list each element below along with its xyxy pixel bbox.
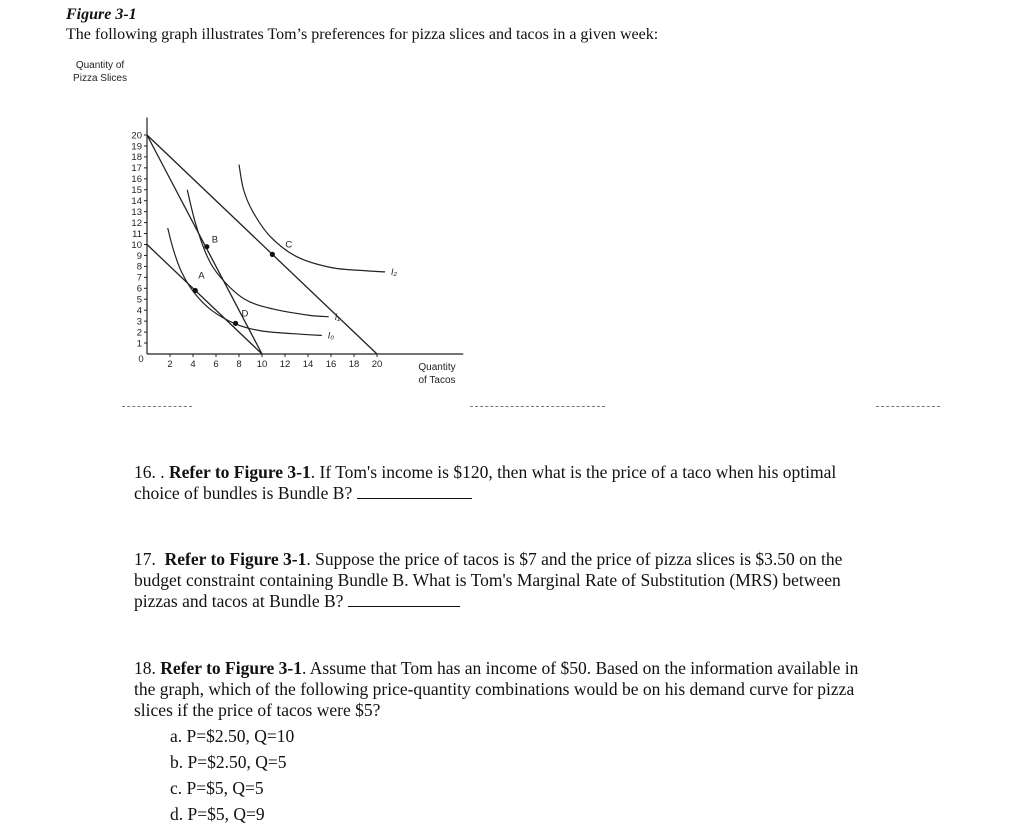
y-tick-label: 9 bbox=[136, 250, 142, 262]
bundle-point-label: C bbox=[285, 239, 293, 251]
budget-line bbox=[147, 135, 377, 354]
figure-reference: Refer to Figure 3-1 bbox=[169, 462, 311, 482]
y-tick-label: 7 bbox=[136, 272, 142, 284]
y-tick-label: 11 bbox=[132, 228, 142, 240]
y-tick-label: 17 bbox=[131, 163, 142, 175]
question-text: choice of bundles is Bundle B? bbox=[134, 483, 353, 503]
question-17 bbox=[134, 549, 934, 612]
y-axis-label: Quantity of bbox=[75, 60, 125, 71]
y-tick-label: 4 bbox=[136, 305, 142, 317]
y-tick-label: 13 bbox=[131, 206, 142, 218]
y-tick-label: 12 bbox=[131, 217, 142, 229]
y-axis-label: Pizza Slices bbox=[73, 73, 127, 84]
bundle-point-label: B bbox=[211, 234, 219, 246]
y-tick-label: 3 bbox=[136, 316, 142, 328]
bundle-point-label: A bbox=[198, 270, 205, 282]
question-number: 16. . bbox=[134, 462, 165, 482]
question-text: . Suppose the price of tacos is $7 and the price of pizza slices is $3.50 on the bbox=[306, 549, 843, 569]
indifference-curve-label: I₀ bbox=[327, 330, 335, 341]
question-number: 18. bbox=[134, 658, 156, 678]
bundle-point bbox=[270, 252, 275, 257]
budget-line bbox=[147, 135, 262, 354]
page-separator bbox=[122, 406, 192, 407]
figure-description: The following graph illustrates Tom’s preferences for pizza slices and tacos in a given week: bbox=[66, 26, 659, 43]
figure-title: Figure 3-1 bbox=[66, 6, 137, 23]
y-tick-label: 2 bbox=[136, 327, 142, 339]
bundle-point bbox=[204, 244, 209, 249]
bundle-point-label: D bbox=[241, 308, 249, 320]
y-tick-label: 10 bbox=[131, 239, 142, 251]
page-separator bbox=[876, 406, 940, 407]
x-axis-label: Quantity bbox=[418, 362, 456, 373]
question-text: . If Tom's income is $120, then what is the price of a taco when his optimal bbox=[310, 462, 837, 482]
x-tick-label: 6 bbox=[213, 359, 219, 370]
question-16 bbox=[134, 462, 934, 504]
answer-option-a[interactable]: a. P=$2.50, Q=10 bbox=[170, 726, 295, 746]
y-tick-label: 5 bbox=[136, 294, 142, 306]
indifference-curve-label: I₁ bbox=[334, 311, 341, 322]
question-text: the graph, which of the following price-quantity combinations would be on his demand curve for pizza bbox=[134, 679, 855, 699]
y-tick-label: 18 bbox=[131, 152, 142, 164]
answer-blank[interactable] bbox=[357, 484, 472, 499]
x-tick-label: 14 bbox=[302, 359, 314, 370]
y-tick-label: 20 bbox=[131, 130, 142, 142]
x-tick-label: 12 bbox=[279, 359, 291, 370]
page-separator bbox=[470, 406, 605, 407]
y-tick-label: 15 bbox=[131, 185, 142, 197]
indifference-curve-label: I₂ bbox=[391, 266, 397, 277]
bundle-point bbox=[193, 288, 198, 293]
x-axis-label: of Tacos bbox=[418, 375, 456, 386]
x-tick-label: 8 bbox=[236, 359, 242, 370]
y-tick-label: 19 bbox=[131, 141, 142, 153]
question-text: . Assume that Tom has an income of $50. Based on the information available in bbox=[302, 658, 859, 678]
bundle-point bbox=[233, 321, 238, 326]
y-tick-label: 14 bbox=[131, 196, 142, 207]
indifference-curve bbox=[239, 165, 385, 272]
x-tick-label: 18 bbox=[348, 359, 360, 370]
answer-option-b[interactable]: b. P=$2.50, Q=5 bbox=[170, 752, 287, 772]
x-tick-label: 20 bbox=[371, 359, 383, 370]
answer-option-d[interactable]: d. P=$5, Q=9 bbox=[170, 804, 265, 824]
question-text: slices if the price of tacos were $5? bbox=[134, 700, 381, 720]
figure-reference: Refer to Figure 3-1 bbox=[160, 658, 302, 678]
x-tick-label: 4 bbox=[190, 359, 196, 370]
x-tick-label: 16 bbox=[325, 359, 337, 370]
question-text: pizzas and tacos at Bundle B? bbox=[134, 591, 344, 611]
x-tick-label: 10 bbox=[256, 359, 268, 370]
y-tick-label: 8 bbox=[136, 261, 142, 273]
y-tick-label: 1 bbox=[136, 338, 142, 350]
question-number: 17. bbox=[134, 549, 156, 569]
question-18 bbox=[134, 658, 934, 721]
indifference-curve-chart bbox=[0, 0, 1024, 400]
answer-option-c[interactable]: c. P=$5, Q=5 bbox=[170, 778, 264, 798]
x-tick-label: 2 bbox=[167, 359, 173, 370]
origin-label: 0 bbox=[138, 354, 144, 365]
y-tick-label: 6 bbox=[136, 283, 142, 295]
answer-blank[interactable] bbox=[348, 592, 460, 607]
y-tick-label: 16 bbox=[131, 174, 142, 186]
question-text: budget constraint containing Bundle B. What is Tom's Marginal Rate of Substitution (MRS) between bbox=[134, 570, 841, 590]
figure-reference: Refer to Figure 3-1 bbox=[164, 549, 307, 569]
